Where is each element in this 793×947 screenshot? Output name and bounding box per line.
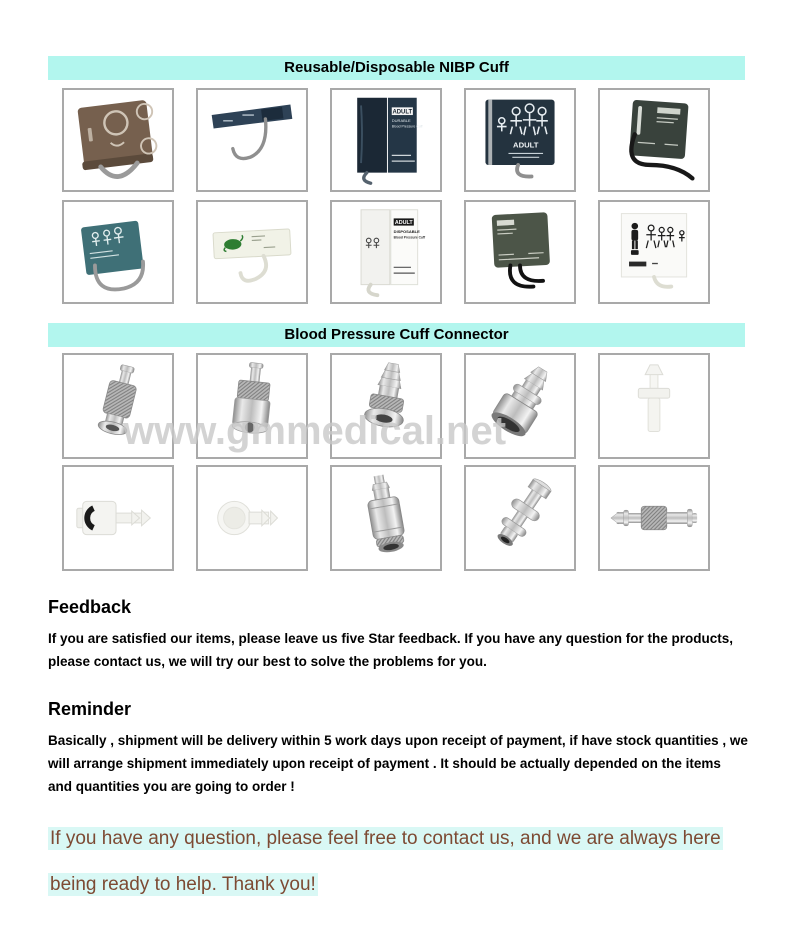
product-image-cell bbox=[464, 88, 576, 192]
dark-grey-cuff-image bbox=[602, 92, 706, 188]
adult-durable-cuff-image bbox=[334, 92, 438, 188]
product-image-cell bbox=[598, 465, 710, 571]
cuff-subline1: DURABLE bbox=[391, 117, 411, 123]
connector-image-grid bbox=[62, 353, 731, 571]
banner-title: Reusable/Disposable NIBP Cuff bbox=[284, 59, 509, 76]
neonate-strip-cuff-image bbox=[200, 204, 304, 300]
reminder-heading: Reminder bbox=[48, 699, 132, 720]
cuff-label-text: ADULT bbox=[513, 140, 539, 150]
olive-double-tube-cuff-image bbox=[468, 204, 572, 300]
cuff-subline2: Blood Pressure Cuff bbox=[391, 124, 423, 129]
connector-inline-knurled-image bbox=[602, 469, 706, 567]
connector-barbed-ribbed-image bbox=[468, 357, 572, 455]
connector-white-barbed-image bbox=[602, 357, 706, 455]
product-description-page bbox=[0, 56, 793, 947]
product-image-cell bbox=[62, 88, 174, 192]
brown-folded-cuff-image bbox=[66, 92, 170, 188]
product-image-cell bbox=[330, 200, 442, 304]
section-banner-nibp-cuff bbox=[48, 56, 745, 80]
reminder-section bbox=[48, 699, 748, 798]
contact-line-1: If you have any question, please feel free to contact us, and we are always here bbox=[50, 828, 721, 850]
product-image-cell bbox=[62, 465, 174, 571]
connector-knurled-center-image bbox=[66, 357, 170, 455]
product-image-cell bbox=[330, 353, 442, 459]
adult-family-cuff-image bbox=[468, 92, 572, 188]
connector-knurled-top-image bbox=[200, 357, 304, 455]
cuff-image-grid bbox=[62, 88, 731, 304]
product-image-cell bbox=[598, 200, 710, 304]
product-image-cell bbox=[62, 353, 174, 459]
teal-cuff-image bbox=[66, 204, 170, 300]
product-image-cell bbox=[464, 465, 576, 571]
cuff-label-text: ADULT bbox=[392, 109, 413, 116]
feedback-heading: Feedback bbox=[48, 597, 132, 617]
product-image-cell bbox=[196, 353, 308, 459]
connector-quick-coupler-image bbox=[334, 469, 438, 567]
product-image-cell bbox=[330, 465, 442, 571]
product-image-cell bbox=[598, 88, 710, 192]
section-banner-connector bbox=[48, 323, 745, 347]
product-image-cell bbox=[196, 200, 308, 304]
cuff-subline1: DISPOSABLE bbox=[393, 228, 420, 234]
product-image-cell bbox=[464, 353, 576, 459]
reminder-body: Basically , shipment will be delivery within 5 work days upon receipt of payment, if have stock quantities , we will arrange shipment immediately upon receipt of payment . It should be actually depended on the items and quantities you are going to order ! bbox=[48, 733, 748, 794]
connector-section bbox=[0, 323, 793, 571]
watermark-text: www.gmmedical.net bbox=[123, 409, 507, 453]
cuff-label-text: ADULT bbox=[394, 220, 413, 227]
navy-flat-cuff-image bbox=[200, 92, 304, 188]
banner-title: Blood Pressure Cuff Connector bbox=[284, 326, 509, 343]
product-image-cell bbox=[62, 200, 174, 304]
adult-disposable-cuff-image bbox=[334, 204, 438, 300]
product-image-cell bbox=[330, 88, 442, 192]
connector-barbed-knurled-image bbox=[334, 357, 438, 455]
connector-plug-image bbox=[468, 469, 572, 567]
contact-note bbox=[48, 824, 745, 900]
feedback-body: If you are satisfied our items, please leave us five Star feedback. If you have any question for the products, please contact us, we will try our best to solve the problems for you. bbox=[48, 631, 733, 669]
product-image-cell bbox=[196, 88, 308, 192]
contact-line-2: being ready to help. Thank you! bbox=[50, 874, 316, 896]
cuff-subline2: Blood Pressure Cuff bbox=[393, 235, 426, 240]
connector-black-clip-image bbox=[66, 469, 170, 567]
product-image-cell bbox=[196, 465, 308, 571]
product-image-cell bbox=[464, 200, 576, 304]
product-image-cell bbox=[598, 353, 710, 459]
white-figure-cuff-image bbox=[602, 204, 706, 300]
feedback-section bbox=[48, 597, 745, 673]
connector-round-cap-image bbox=[200, 469, 304, 567]
